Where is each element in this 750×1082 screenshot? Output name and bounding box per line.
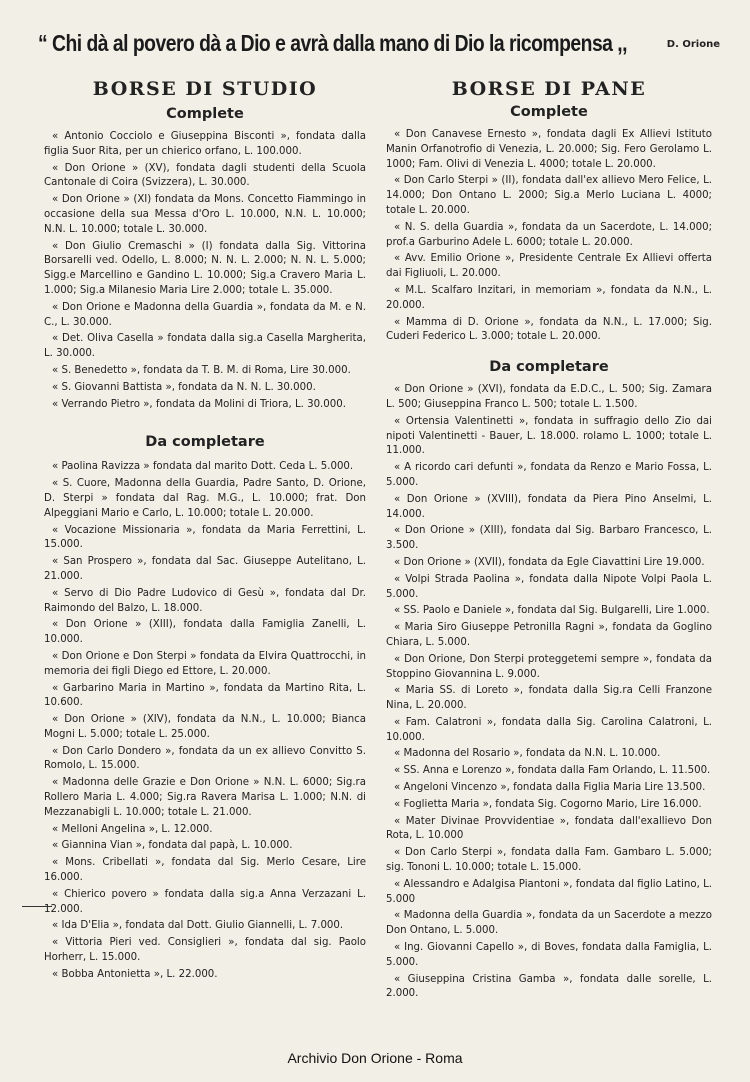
list-item: « Don Canavese Ernesto », fondata dagli Ex Allievi Istituto Manin Orfanotrofio di Venezia, L. 20.000; Sig. Fero Gerolamo L. 1000; Fam. Olivi di Venezia L. 4000; totale L. 20.000. — [386, 129, 712, 170]
list-item: « SS. Paolo e Daniele », fondata dal Sig. Bulgarelli, Lire 1.000. — [394, 605, 710, 617]
list-item: « A ricordo cari defunti », fondata da Renzo e Mario Fossa, L. 5.000. — [386, 462, 712, 488]
list-item: « Don Orione » (XI) fondata da Mons. Concetto Fiammingo in occasione della sua Messa d'Oro L. 10.000, N.N. L. 10.000; N.N. L. 10.000; totale L. 30.000. — [44, 194, 366, 235]
list-item: « Vittoria Pieri ved. Consiglieri », fondata dal sig. Paolo Horherr, L. 15.000. — [44, 937, 366, 964]
list-item: « San Prospero », fondata dal Sac. Giuseppe Autelitano, L. 21.000. — [44, 556, 366, 582]
list-item: « Don Carlo Dondero », fondata da un ex allievo Convitto S. Romolo, L. 15.000. — [44, 745, 366, 772]
list-item: « Don Orione » (XVI), fondata da E.D.C., L. 500; Sig. Zamara L. 500; Giuseppina Franco L. 500; totale L. 1.500. — [386, 384, 712, 410]
list-item: « Garbarino Maria in Martino », fondata da Martino Rita, L. 10.600. — [44, 682, 366, 709]
list-item: « Bobba Antonietta », L. 22.000. — [52, 968, 218, 980]
list-item: « Madonna della Guardia », fondata da un Sacerdote a mezzo Don Ontano, L. 5.000. — [386, 910, 712, 937]
list-item: « Chierico povero » fondata dalla sig.a Anna Verzazani L. 12.000. — [44, 888, 366, 915]
list-item: « Fam. Calatroni », fondata dalla Sig. Carolina Calatroni, L. 10.000. — [386, 716, 712, 743]
borse-di-studio-column — [44, 78, 366, 985]
list-item: « Maria SS. di Loreto », fondata dalla Sig.ra Celli Franzone Nina, L. 20.000. — [386, 685, 712, 712]
list-item: « Alessandro e Adalgisa Piantoni », fondata dal figlio Latino, L. 5.000 — [386, 878, 712, 905]
borse-di-studio-title: BORSE DI STUDIO — [92, 78, 318, 100]
studio-incomplete-list — [44, 460, 366, 982]
list-item: « SS. Anna e Lorenzo », fondata dalla Fam Orlando, L. 11.500. — [394, 765, 711, 777]
list-item: « Mater Divinae Provvidentiae », fondata dall'exallievo Don Rota, L. 10.000 — [386, 815, 712, 842]
list-item: « Melloni Angelina », L. 12.000. — [52, 823, 213, 835]
list-item: « N. S. della Guardia », fondata da un Sacerdote, L. 14.000; prof.a Garburino Adele L. 6000; totale L. 20.000. — [386, 221, 712, 248]
borse-di-pane-column — [386, 78, 712, 1004]
list-item: « Mons. Cribellati », fondata dal Sig. Merlo Cesare, Lire 16.000. — [44, 857, 366, 884]
list-item: « Mamma di D. Orione », fondata da N.N., L. 17.000; Sig. Cuderi Federico L. 3.000; totale L. 20.000. — [386, 316, 712, 343]
list-item: « Don Orione » (XVIII), fondata da Piera Pino Anselmi, L. 14.000. — [386, 493, 712, 520]
list-item: « Verrando Pietro », fondata da Molini di Triora, L. 30.000. — [52, 398, 346, 410]
list-item: « Avv. Emilio Orione », Presidente Centrale Ex Allievi offerta dai Figliuoli, L. 20.000. — [386, 253, 712, 280]
list-item: « S. Cuore, Madonna della Guardia, Padre Santo, D. Orione, D. Sterpi » fondata dal Rag. M.G., L. 10.000; frat. Don Alpeggiani Mario e Carlo, L. 10.000; totale L. 20.000. — [44, 478, 366, 519]
list-item: « Don Orione » (XIII), fondata dalla Famiglia Zanelli, L. 10.000. — [44, 619, 366, 646]
borse-di-pane-title: BORSE DI PANE — [451, 78, 647, 100]
list-item: « M.L. Scalfaro Inzitari, in memoriam », fondata da N.N., L. 20.000. — [386, 284, 712, 311]
page-header — [38, 30, 728, 64]
list-item: « Don Orione e Madonna della Guardia », fondata da M. e N. C., L. 30.000. — [44, 301, 366, 328]
list-item: « Don Orione e Don Sterpi » fondata da Elvira Quattrocchi, in memoria dei figli Diego ed Ettore, L. 20.000. — [44, 650, 366, 677]
list-item: « Servo di Dio Padre Ludovico di Gesù », fondata dal Dr. Raimondo del Balzo, L. 18.000. — [44, 587, 366, 614]
list-item: « Vocazione Missionaria », fondata da Maria Ferrettini, L. 15.000. — [44, 524, 366, 551]
list-item: « Foglietta Maria », fondata Sig. Cogorno Mario, Lire 16.000. — [394, 798, 702, 810]
list-item: « Ortensia Valentinetti », fondata in suffragio dello Zio dai nipoti Valentinetti - Bauer, L. 18.000. rolamo L. 1000; totale L. 11.000. — [386, 415, 712, 457]
list-item: « Don Orione » (XVII), fondata da Egle Ciavattini Lire 19.000. — [394, 556, 705, 568]
list-item: « Don Orione » (XIV), fondata da N.N., L. 10.000; Bianca Mogni L. 5.000; totale L. 25.000. — [44, 714, 366, 740]
list-item: « S. Giovanni Battista », fondata da N. N. L. 30.000. — [52, 381, 316, 393]
pane-incomplete-heading: Da completare — [489, 359, 609, 376]
list-item: « Don Carlo Sterpi », fondata dalla Fam. Gambaro L. 5.000; sig. Tononi L. 10.000; totale L. 15.000. — [386, 847, 712, 874]
studio-complete-heading: Complete — [166, 106, 244, 122]
list-item: « Don Giulio Cremaschi » (I) fondata dalla Sig. Vittorina Borsarelli ved. Odello, L. 8.000; N. N. L. 2.000; N. N. L. 5.000; Sigg.e Marcellino e Gandino L. 10.000; Sig.a Cravero Maria L. 1.000; Sig.a Milanesio Maria Lire 2.000; totale L. 35.000. — [44, 240, 366, 296]
pane-complete-list — [386, 128, 712, 345]
list-item: « Don Orione, Don Sterpi proteggetemi sempre », fondata da Stoppino Giovannina L. 9.000. — [386, 653, 712, 680]
list-item: « Angeloni Vincenzo », fondata dalla Figlia Maria Lire 13.500. — [394, 782, 706, 794]
margin-rule — [22, 906, 52, 907]
quote-author: D. Orione — [666, 39, 720, 50]
studio-incomplete-heading: Da completare — [145, 434, 265, 451]
pane-incomplete-list — [386, 383, 712, 1002]
list-item: « Ing. Giovanni Capello », di Boves, fondata dalla Famiglia, L. 5.000. — [386, 942, 712, 968]
list-item: « Don Orione » (XIII), fondata dal Sig. Barbaro Francesco, L. 3.500. — [386, 525, 712, 552]
pane-complete-heading: Complete — [510, 104, 588, 120]
list-item: « Paolina Ravizza » fondata dal marito Dott. Ceda L. 5.000. — [52, 461, 354, 473]
list-item: « Ida D'Elia », fondata dal Dott. Giulio Giannelli, L. 7.000. — [52, 920, 344, 932]
list-item: « Madonna del Rosario », fondata da N.N. L. 10.000. — [394, 748, 661, 760]
list-item: « Giannina Vian », fondata dal papà, L. 10.000. — [52, 840, 293, 852]
studio-complete-list — [44, 130, 366, 412]
list-item: « Madonna delle Grazie e Don Orione » N.N. L. 6000; Sig.ra Rollero Maria L. 4.000; Sig.ra Ravera Marisa L. 1.000; N.N. di Mezzanabigli L. 10.000; totale L. 21.000. — [44, 777, 366, 818]
list-item: « S. Benedetto », fondata da T. B. M. di Roma, Lire 30.000. — [52, 364, 351, 376]
list-item: « Det. Oliva Casella » fondata dalla sig.a Casella Margherita, L. 30.000. — [44, 333, 366, 360]
list-item: « Giuseppina Cristina Gamba », fondata dalle sorelle, L. 2.000. — [386, 973, 712, 1000]
list-item: « Volpi Strada Paolina », fondata dalla Nipote Volpi Paola L. 5.000. — [386, 573, 712, 600]
list-item: « Don Orione » (XV), fondata dagli studenti della Scuola Cantonale di Coira (Svizzera), L. 30.000. — [44, 162, 366, 189]
list-item: « Maria Siro Giuseppe Petronilla Ragni », fondata da Goglino Chiara, L. 5.000. — [386, 622, 712, 648]
list-item: « Antonio Cocciolo e Giuseppina Bisconti », fondata dalla figlia Suor Rita, per un chierico orfano, L. 100.000. — [44, 131, 366, 157]
archive-footer: Archivio Don Orione - Roma — [287, 1050, 463, 1066]
motto-quote: “ Chi dà al povero dà a Dio e avrà dalla mano di Dio la ricompensa ,, — [38, 30, 628, 56]
list-item: « Don Carlo Sterpi » (II), fondata dall'ex allievo Mero Felice, L. 14.000; Don Ontano L. 2000; Sig.a Merlo Luciana L. 4000; totale L. 20.000. — [386, 175, 712, 216]
